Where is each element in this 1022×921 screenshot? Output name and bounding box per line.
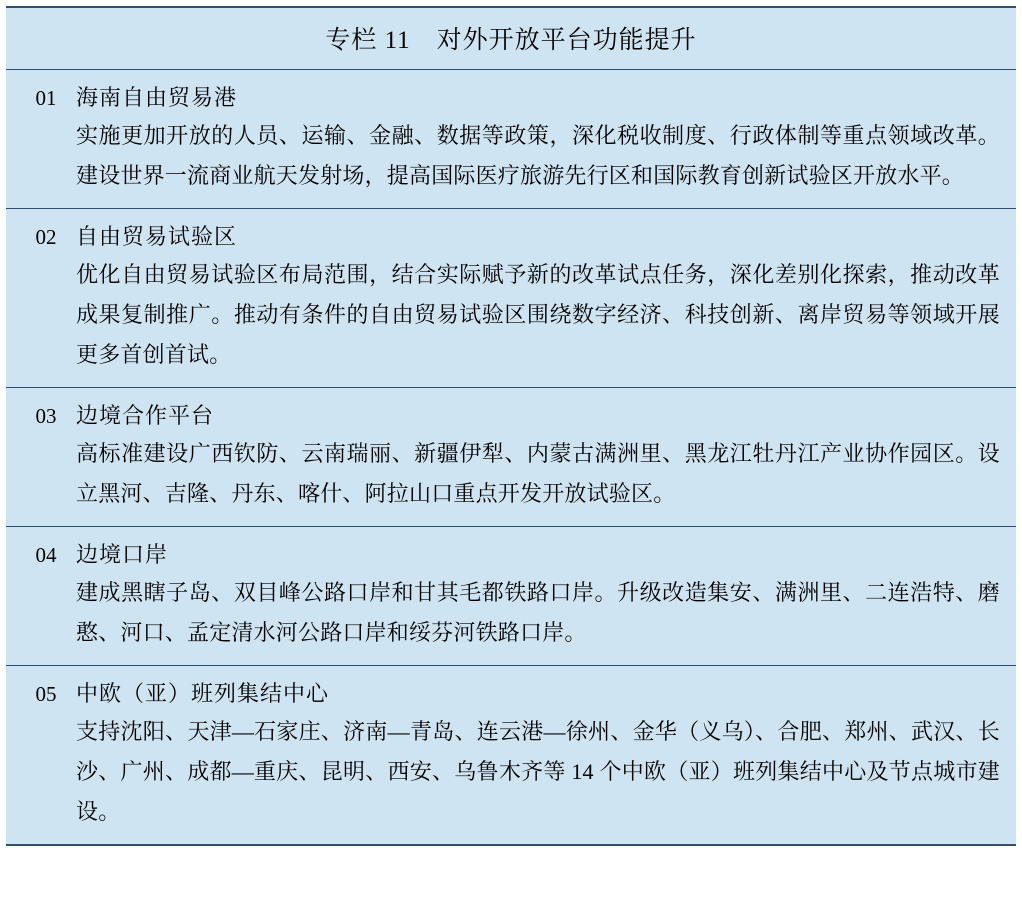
panel-title-prefix: 专栏 11: [325, 27, 411, 54]
entry-text: 支持沈阳、天津—石家庄、济南—青岛、连云港—徐州、金华（义乌）、合肥、郑州、武汉、长沙、广州、成都—重庆、昆明、西安、乌鲁木齐等 14 个中欧（亚）班列集结中心及节点城市建设。: [76, 719, 1000, 824]
list-item: [6, 666, 1016, 844]
list-item: [6, 527, 1016, 666]
entry-heading: 自由贸易试验区: [76, 224, 238, 249]
list-item: [6, 70, 1016, 209]
entry-number: 05: [35, 682, 57, 706]
feature-box-panel: [6, 6, 1016, 846]
entry-number: 04: [35, 543, 57, 567]
panel-title-main: 对外开放平台功能提升: [436, 27, 697, 54]
entry-heading: 海南自由贸易港: [76, 85, 238, 110]
entry-number: 03: [35, 404, 57, 428]
entry-number: 01: [35, 86, 57, 110]
entry-body: [72, 676, 1002, 832]
entry-text: 高标准建设广西钦防、云南瑞丽、新疆伊犁、内蒙古满洲里、黑龙江牡丹江产业协作园区。设立黑河、吉隆、丹东、喀什、阿拉山口重点开发开放试验区。: [76, 441, 1000, 506]
entry-text: 优化自由贸易试验区布局范围，结合实际赋予新的改革试点任务，深化差别化探索，推动改革成果复制推广。推动有条件的自由贸易试验区围绕数字经济、科技创新、离岸贸易等领域开展更多首创首试。: [76, 262, 1000, 367]
list-item: [6, 388, 1016, 527]
list-item: [6, 209, 1016, 388]
entry-number: 02: [35, 225, 57, 249]
entry-body: [72, 398, 1002, 514]
entry-heading: 边境口岸: [76, 542, 169, 567]
entry-body: [72, 219, 1002, 375]
entry-text: 建成黑瞎子岛、双目峰公路口岸和甘其毛都铁路口岸。升级改造集安、满洲里、二连浩特、磨憨、河口、孟定清水河公路口岸和绥芬河铁路口岸。: [76, 580, 1000, 645]
entry-body: [72, 80, 1002, 196]
entry-text: 实施更加开放的人员、运输、金融、数据等政策，深化税收制度、行政体制等重点领域改革。建设世界一流商业航天发射场，提高国际医疗旅游先行区和国际教育创新试验区开放水平。: [76, 123, 1000, 188]
entry-heading: 边境合作平台: [76, 403, 215, 428]
entry-heading: 中欧（亚）班列集结中心: [76, 681, 330, 706]
entry-body: [72, 537, 1002, 653]
page-title: [6, 8, 1016, 70]
